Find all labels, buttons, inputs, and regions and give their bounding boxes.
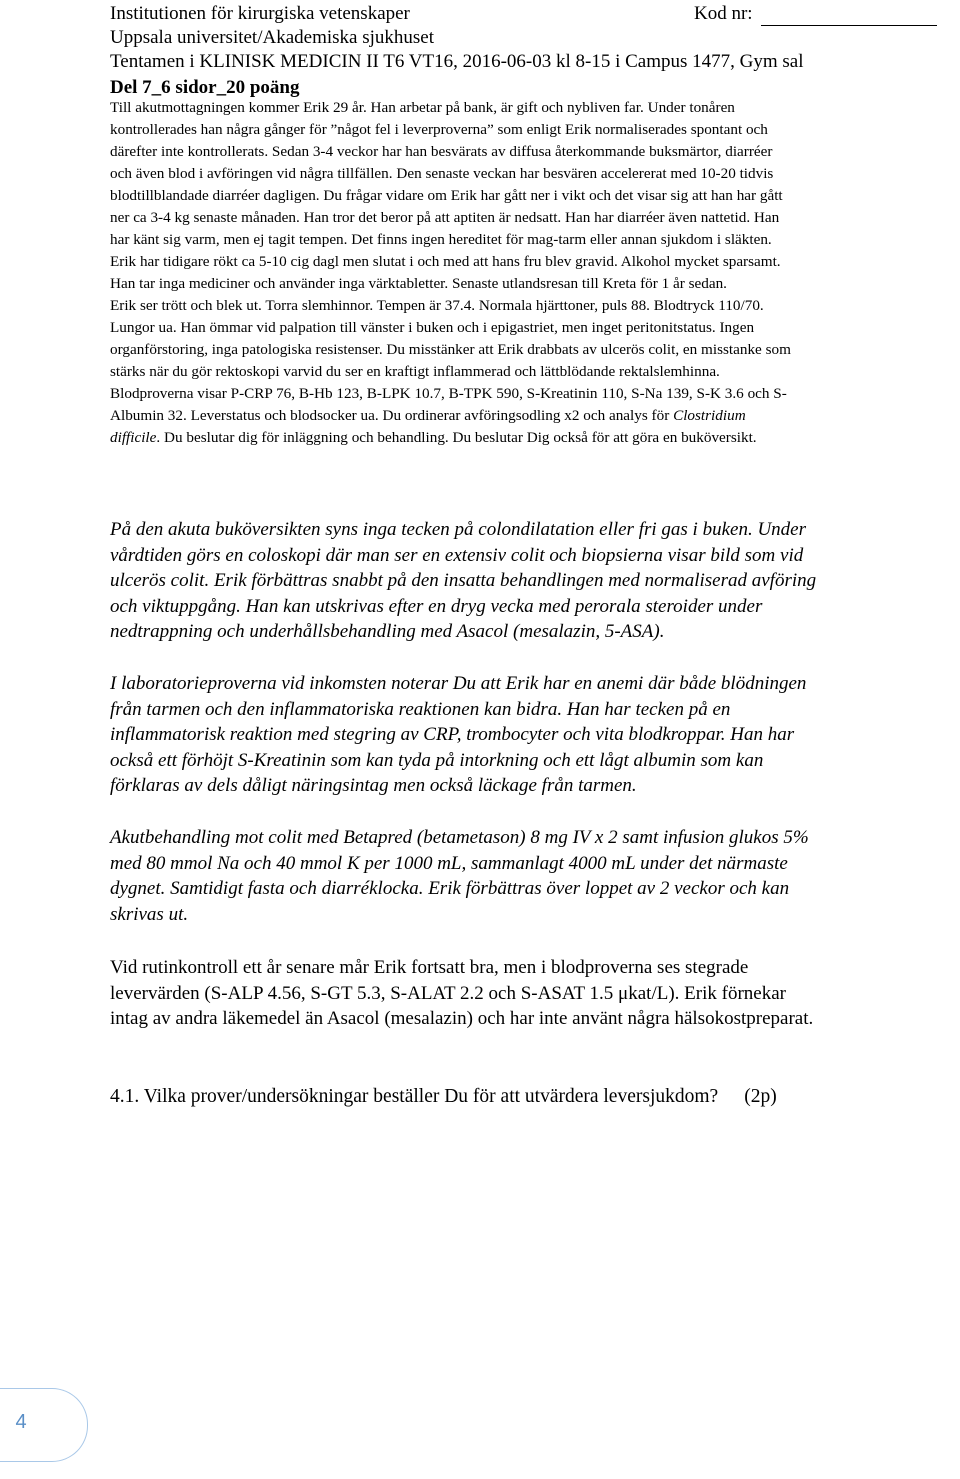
exam-title: Tentamen i KLINISK MEDICIN II T6 VT16, 2016-06-03 kl 8-15 i Campus 1477, Gym sal [110, 51, 804, 72]
case-line: Erik har tidigare rökt ca 5-10 cig dagl men slutat i och med att hans fru blev gravid. Alkohol mycket sparsamt. [110, 253, 781, 270]
answer-line: förklaras av dels dåligt näringsintag men också läckage från tarmen. [110, 775, 637, 796]
exam-code-label: Kod nr: [694, 3, 753, 24]
answer-line: I laboratorieproverna vid inkomsten noterar Du att Erik har en anemi där både blödningen [110, 673, 807, 694]
question-text: 4.1. Vilka prover/undersökningar beställer Du för att utvärdera leversjukdom? [110, 1086, 719, 1107]
case-line: ner ca 3-4 kg senaste månaden. Han tror det beror på att aptiten är nedsatt. Han har diarréer även nattetid. Han [110, 209, 780, 226]
case-line: Han tar inga mediciner och använder inga värktabletter. Senaste utlandsresan till Kreta för 1 år sedan. [110, 275, 727, 292]
page-number: 4 [15, 1411, 27, 1433]
case-line: organförstoring, inga patologiska resistenser. Du misstänker att Erik drabbats av ulcerös colit, en misstanke som [110, 341, 791, 358]
case-line: Lungor ua. Han ömmar vid palpation till vänster i buken och i epigastriet, men inget peritonitstatus. Ingen [110, 319, 755, 336]
followup-line: intag av andra läkemedel än Asacol (mesalazin) och har inte använt några hälsokostpreparat. [110, 1008, 814, 1029]
followup-paragraph [110, 955, 952, 1032]
answer-line: På den akuta buköversikten syns inga tecken på colondilatation eller fri gas i buken. Under [110, 519, 806, 540]
case-description [110, 97, 952, 449]
case-text: . Du beslutar dig för inläggning och behandling. Du beslutar Dig också för att göra en buköversikt. [156, 429, 757, 446]
case-line [110, 427, 952, 449]
case-line: kontrollerades han några gånger för ”något fel i leverproverna” som enligt Erik normaliserades spontant och [110, 121, 768, 138]
case-line: blodtillblandade diarréer dagligen. Du frågar vidare om Erik har gått ner i vikt och det visar sig att han har gått [110, 187, 783, 204]
answer-line: och viktuppgång. Han kan utskrivas efter en dryg vecka med perorala steroider under [110, 595, 763, 617]
answer-paragraph-lab [110, 671, 952, 799]
answer-line: Akutbehandling mot colit med Betapred (betametason) 8 mg IV x 2 samt infusion glukos 5% [110, 827, 809, 848]
question-4-1 [110, 1085, 777, 1109]
answer-line: inflammatorisk reaktion med stegring av CRP, trombocyter och vita blodkroppar. Han har [110, 724, 795, 745]
answer-line: dygnet. Samtidigt fasta och diarréklocka. Erik förbättras över loppet av 2 veckor och kan [110, 878, 790, 899]
organism-name: difficile [110, 429, 157, 446]
question-points: (2p) [744, 1086, 777, 1107]
followup-line: levervärden (S-ALP 4.56, S-GT 5.3, S-ALAT 2.2 och S-ASAT 1.5 μkat/L). Erik förnekar [110, 982, 786, 1004]
case-line: och även blod i avföringen vid några tillfällen. Den senaste veckan har besvären accelererat med 10-20 tidvis [110, 165, 774, 182]
answer-paragraph-treatment [110, 825, 952, 927]
case-text: Albumin 32. Leverstatus och blodsocker ua. Du ordinerar avföringsodling x2 och analys för [110, 407, 674, 424]
case-line: därefter inte kontrollerats. Sedan 3-4 veckor har han besvärats av diffusa återkommande buksmärtor, diarréer [110, 143, 773, 160]
organism-name: Clostridium [673, 407, 746, 424]
case-line: Blodproverna visar P-CRP 76, B-Hb 123, B-LPK 10.7, B-TPK 590, S-Kreatinin 110, S-Na 139, S-K 3.6 och S- [110, 385, 787, 402]
case-line: stärks när du gör rektoskopi varvid du ser en kraftigt inflammerad och lättblödande rektalslemhinna. [110, 363, 720, 380]
case-line: Till akutmottagningen kommer Erik 29 år. Han arbetar på bank, är gift och nybliven far. Under tonåren [110, 99, 735, 116]
answer-line: nedtrappning och underhållsbehandling med Asacol (mesalazin, 5-ASA). [110, 621, 665, 642]
answer-line: från tarmen och den inflammatoriska reaktionen kan bidra. Han har tecken på en [110, 698, 731, 720]
answer-line: också ett förhöjt S-Kreatinin som kan tyda på intorkning och ett lågt albumin som kan [110, 749, 764, 771]
answer-line: skrivas ut. [110, 903, 189, 925]
university-name: Uppsala universitet/Akademiska sjukhuset [110, 27, 434, 48]
department-name: Institutionen för kirurgiska vetenskaper [110, 3, 410, 24]
exam-code-field [694, 2, 937, 26]
answer-line: med 80 mmol Na och 40 mmol K per 1000 mL, sammanlagt 4000 mL under det närmaste [110, 852, 788, 874]
followup-line: Vid rutinkontroll ett år senare mår Erik fortsatt bra, men i blodproverna ses stegrade [110, 957, 749, 978]
case-line [110, 405, 952, 427]
exam-code-blank [761, 6, 937, 26]
answer-line: vårdtiden görs en coloskopi där man ser en extensiv colit och biopsierna visar bild som vid [110, 544, 804, 566]
answer-paragraph-imaging [110, 517, 952, 645]
case-line: har känt sig varm, men ej tagit tempen. Det finns ingen hereditet för mag-tarm eller annan sjukdom i släkten. [110, 231, 772, 248]
exam-part: Del 7_6 sidor_20 poäng [110, 77, 300, 98]
answer-line: ulcerös colit. Erik förbättras snabbt på den insatta behandlingen med normaliserad avföring [110, 570, 817, 591]
case-line: Erik ser trött och blek ut. Torra slemhinnor. Tempen är 37.4. Normala hjärttoner, puls 88. Blodtryck 110/70. [110, 297, 764, 314]
